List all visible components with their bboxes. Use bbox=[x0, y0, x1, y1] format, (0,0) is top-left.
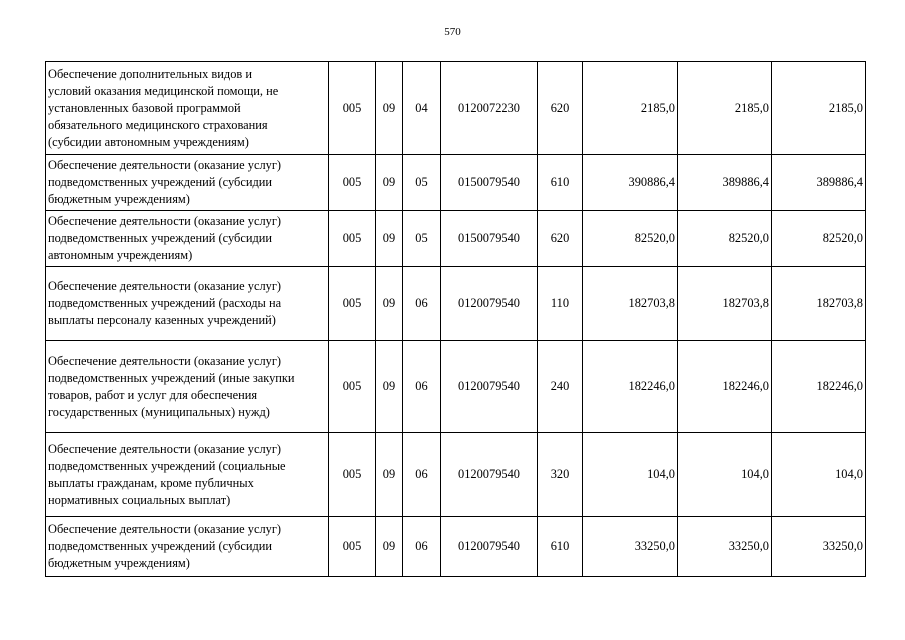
expense-type-code: 110 bbox=[538, 267, 583, 341]
expense-type-code: 610 bbox=[538, 517, 583, 577]
target-item-code: 0120079540 bbox=[441, 341, 538, 433]
target-item-code: 0120079540 bbox=[441, 517, 538, 577]
description-line: подведомственных учреждений (иные закупки bbox=[48, 370, 295, 385]
section-code: 09 bbox=[376, 433, 403, 517]
row-description bbox=[46, 267, 329, 341]
description-line: Обеспечение дополнительных видов и bbox=[48, 66, 252, 81]
table-body bbox=[46, 62, 866, 577]
description-line: Обеспечение деятельности (оказание услуг) bbox=[48, 353, 282, 368]
description-line: товаров, работ и услуг для обеспечения bbox=[48, 387, 258, 402]
ministry-code: 005 bbox=[329, 517, 376, 577]
amount-year-3: 389886,4 bbox=[772, 155, 866, 211]
ministry-code: 005 bbox=[329, 433, 376, 517]
subsection-code: 05 bbox=[403, 211, 441, 267]
row-description bbox=[46, 155, 329, 211]
table-row bbox=[46, 433, 866, 517]
amount-year-1: 2185,0 bbox=[583, 62, 678, 155]
amount-year-2: 182246,0 bbox=[678, 341, 772, 433]
description-line: Обеспечение деятельности (оказание услуг) bbox=[48, 441, 282, 456]
description-line: выплаты персоналу казенных учреждений) bbox=[48, 313, 276, 327]
amount-year-1: 390886,4 bbox=[583, 155, 678, 211]
target-item-code: 0150079540 bbox=[441, 211, 538, 267]
target-item-code: 0120079540 bbox=[441, 433, 538, 517]
amount-year-2: 33250,0 bbox=[678, 517, 772, 577]
row-description bbox=[46, 433, 329, 517]
subsection-code: 06 bbox=[403, 267, 441, 341]
section-code: 09 bbox=[376, 62, 403, 155]
description-line: подведомственных учреждений (субсидии bbox=[48, 539, 273, 553]
description-line: выплаты гражданам, кроме публичных bbox=[48, 475, 254, 490]
amount-year-3: 33250,0 bbox=[772, 517, 866, 577]
row-description bbox=[46, 517, 329, 577]
expense-type-code: 620 bbox=[538, 211, 583, 267]
page-number: 570 bbox=[444, 26, 461, 38]
target-item-code: 0150079540 bbox=[441, 155, 538, 211]
description-line: Обеспечение деятельности (оказание услуг) bbox=[48, 522, 282, 536]
description-line: подведомственных учреждений (социальные bbox=[48, 458, 286, 473]
description-line: Обеспечение деятельности (оказание услуг) bbox=[48, 214, 282, 228]
ministry-code: 005 bbox=[329, 341, 376, 433]
amount-year-1: 82520,0 bbox=[583, 211, 678, 267]
amount-year-2: 2185,0 bbox=[678, 62, 772, 155]
table-row bbox=[46, 267, 866, 341]
amount-year-2: 389886,4 bbox=[678, 155, 772, 211]
section-code: 09 bbox=[376, 155, 403, 211]
amount-year-1: 182703,8 bbox=[583, 267, 678, 341]
amount-year-3: 82520,0 bbox=[772, 211, 866, 267]
description-line: подведомственных учреждений (субсидии bbox=[48, 175, 273, 189]
table-row bbox=[46, 62, 866, 155]
amount-year-2: 182703,8 bbox=[678, 267, 772, 341]
amount-year-2: 82520,0 bbox=[678, 211, 772, 267]
row-description bbox=[46, 62, 329, 155]
expense-type-code: 320 bbox=[538, 433, 583, 517]
table-row bbox=[46, 155, 866, 211]
subsection-code: 06 bbox=[403, 433, 441, 517]
amount-year-3: 182246,0 bbox=[772, 341, 866, 433]
subsection-code: 06 bbox=[403, 517, 441, 577]
amount-year-3: 2185,0 bbox=[772, 62, 866, 155]
amount-year-1: 104,0 bbox=[583, 433, 678, 517]
expense-type-code: 620 bbox=[538, 62, 583, 155]
table-row bbox=[46, 517, 866, 577]
target-item-code: 0120072230 bbox=[441, 62, 538, 155]
expense-type-code: 240 bbox=[538, 341, 583, 433]
amount-year-3: 104,0 bbox=[772, 433, 866, 517]
description-line: условий оказания медицинской помощи, не bbox=[48, 83, 279, 98]
table-row bbox=[46, 211, 866, 267]
description-line: бюджетным учреждениям) bbox=[48, 556, 190, 570]
subsection-code: 04 bbox=[403, 62, 441, 155]
subsection-code: 06 bbox=[403, 341, 441, 433]
description-line: Обеспечение деятельности (оказание услуг) bbox=[48, 158, 282, 172]
description-line: подведомственных учреждений (субсидии bbox=[48, 231, 273, 245]
description-line: установленных базовой программой bbox=[48, 100, 241, 115]
amount-year-2: 104,0 bbox=[678, 433, 772, 517]
subsection-code: 05 bbox=[403, 155, 441, 211]
section-code: 09 bbox=[376, 211, 403, 267]
amount-year-1: 33250,0 bbox=[583, 517, 678, 577]
ministry-code: 005 bbox=[329, 62, 376, 155]
budget-table bbox=[45, 61, 866, 577]
row-description bbox=[46, 211, 329, 267]
amount-year-1: 182246,0 bbox=[583, 341, 678, 433]
row-description bbox=[46, 341, 329, 433]
description-line: автономным учреждениям) bbox=[48, 248, 193, 262]
section-code: 09 bbox=[376, 517, 403, 577]
description-line: (субсидии автономным учреждениям) bbox=[48, 134, 249, 149]
table-row bbox=[46, 341, 866, 433]
description-line: нормативных социальных выплат) bbox=[48, 492, 231, 507]
ministry-code: 005 bbox=[329, 155, 376, 211]
description-line: подведомственных учреждений (расходы на bbox=[48, 296, 282, 310]
section-code: 09 bbox=[376, 267, 403, 341]
description-line: бюджетным учреждениям) bbox=[48, 192, 190, 206]
description-line: обязательного медицинского страхования bbox=[48, 117, 268, 132]
ministry-code: 005 bbox=[329, 211, 376, 267]
target-item-code: 0120079540 bbox=[441, 267, 538, 341]
description-line: Обеспечение деятельности (оказание услуг) bbox=[48, 279, 282, 293]
amount-year-3: 182703,8 bbox=[772, 267, 866, 341]
section-code: 09 bbox=[376, 341, 403, 433]
ministry-code: 005 bbox=[329, 267, 376, 341]
expense-type-code: 610 bbox=[538, 155, 583, 211]
description-line: государственных (муниципальных) нужд) bbox=[48, 404, 270, 419]
